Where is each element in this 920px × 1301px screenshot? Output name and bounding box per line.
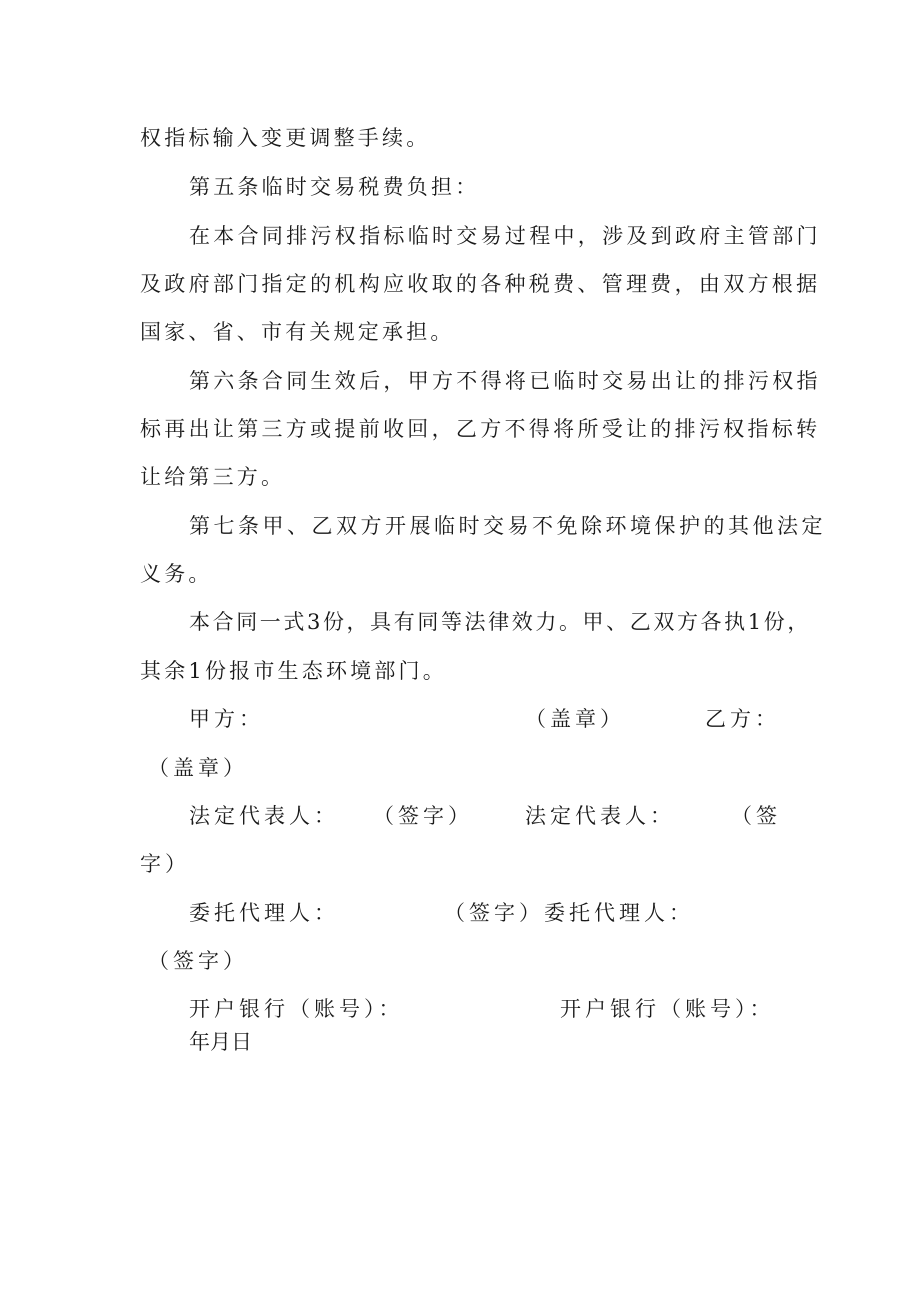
legal-rep-b-sign-start: （签	[731, 804, 781, 828]
article-five-heading: 第五条临时交易税费负担：	[189, 175, 480, 199]
bank-b-label: 开户银行（账号）：	[560, 997, 775, 1021]
bank-a-label: 开户银行（账号）：	[189, 997, 404, 1021]
legal-rep-a-sign: （签字）	[373, 804, 473, 828]
agent-b-sign: （签字）	[148, 949, 248, 973]
party-a-seal: （盖章）	[525, 707, 625, 731]
article-seven-line-1: 第七条甲、乙双方开展临时交易不免除环境保护的其他法定	[189, 514, 826, 538]
copies-line-2: 其余1份报市生态环境部门。	[140, 659, 447, 683]
article-six-line-1: 第六条合同生效后，甲方不得将已临时交易出让的排污权指	[189, 369, 821, 393]
party-b-seal: （盖章）	[148, 756, 248, 780]
legal-rep-b-label: 法定代表人：	[525, 804, 675, 828]
date-line: 年月日	[189, 1030, 252, 1054]
party-b-label: 乙方：	[705, 707, 780, 731]
agent-a-label: 委托代理人：	[189, 901, 339, 925]
article-six-line-2: 标再出让第三方或提前收回，乙方不得将所受让的排污权指标转	[140, 417, 821, 441]
paragraph-line-3: 在本合同排污权指标临时交易过程中，涉及到政府主管部门	[189, 224, 821, 248]
article-seven-line-2: 义务。	[140, 562, 213, 586]
legal-rep-b-sign-end: 字）	[140, 852, 190, 876]
paragraph-line-5: 国家、省、市有关规定承担。	[140, 320, 455, 344]
copies-line-1: 本合同一式3份，具有同等法律效力。甲、乙双方各执1份，	[189, 610, 811, 634]
paragraph-line-4: 及政府部门指定的机构应收取的各种税费、管理费，由双方根据	[140, 272, 821, 296]
agent-a-sign-and-agent-b-label: （签字）委托代理人：	[444, 901, 694, 925]
legal-rep-a-label: 法定代表人：	[189, 804, 339, 828]
party-a-label: 甲方：	[189, 707, 264, 731]
paragraph-line-1: 权指标输入变更调整手续。	[140, 126, 431, 150]
article-six-line-3: 让给第三方。	[140, 465, 286, 489]
